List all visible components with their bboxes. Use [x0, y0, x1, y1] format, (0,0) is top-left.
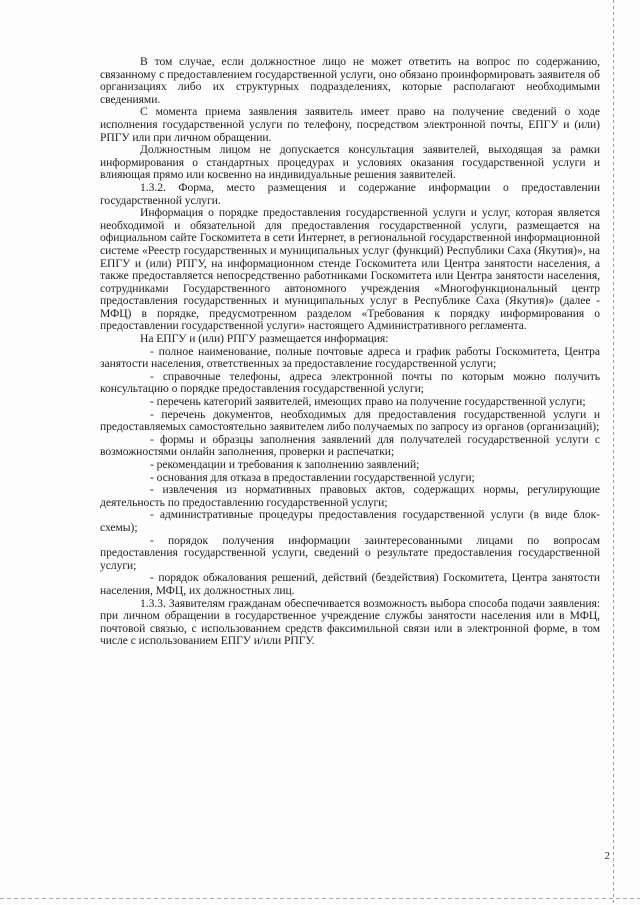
scan-edge-right	[613, 0, 614, 905]
section-paragraph-1-3-3: 1.3.3. Заявителям гражданам обеспечивается возможность выбора способа подачи заявления: при личном обращении в государственное учреждение службы занятости населения или в МФЦ, почтовой связью, с использованием средств факсимильной связи или в электронной форме, в том числе с использованием ЕПГУ и/или РПГУ.	[100, 596, 600, 648]
document-body	[100, 56, 600, 648]
list-item: - порядок получения информации заинтересованными лицами по вопросам предоставления государственной услуги, сведений о результате предоставления государственной услуги;	[100, 533, 600, 572]
paragraph-consultation-limits: Должностным лицом не допускается консультация заявителей, выходящая за рамки информирования о стандартных процедурах и условиях оказания государственной услуги и влияющая прямо или косвенно на индивидуальные решения заявителей.	[100, 143, 600, 182]
list-item: - формы и образцы заполнения заявлений для получателей государственной услуги с возможностями онлайн заполнения, проверки и распечатки;	[100, 432, 600, 459]
section-heading-1-3-2: 1.3.2. Форма, место размещения и содержание информации о предоставлении государственной услуги.	[100, 180, 600, 207]
list-item: - извлечения из нормативных правовых актов, содержащих нормы, регулирующие деятельность по предоставлению государственной услуги;	[100, 483, 600, 509]
paragraph-info-placement: Информация о порядке предоставления государственной услуги и услуг, которая является необходимой и обязательной для предоставления государственной услуги, размещается на официальном сайте Госкомитета в сети Интернет, в региональной государственной информационной системе «Реестр государственных и муниципальных услуг (функций) Республики Саха (Якутия)», на ЕПГУ и (или) РПГУ, на информационном стенде Госкомитета или Центра занятости населения, а также предоставляется непосредственно работниками Госкомитета или Центра занятости населения, сотрудниками Государственного автономного учреждения «Многофункциональный центр предоставления государственных и муниципальных услуг в Республике Саха (Якутия)» (далее - МФЦ) в порядке, предусмотренном разделом «Требования к порядку информирования о предоставлении государственной услуги» настоящего Административного регламента.	[100, 206, 600, 333]
paragraph-consultation-redirect: В том случае, если должностное лицо не может ответить на вопрос по содержанию, связанному с предоставлением государственной услуги, оно обязано проинформировать заявителя об организациях либо их структурных подразделениях, которые располагают необходимыми сведениями.	[100, 55, 600, 106]
list-item: - перечень документов, необходимых для предоставления государственной услуги и предоставляемых самостоятельно заявителем либо получаемых по запросу из органов (организаций);	[100, 407, 600, 434]
list-item: - административные процедуры предоставления государственной услуги (в виде блок-схемы);	[100, 508, 600, 534]
list-item: - полное наименование, полные почтовые адреса и график работы Госкомитета, Центра занятости населения, ответственных за предоставление государственной услуги;	[100, 344, 600, 371]
list-item: - справочные телефоны, адреса электронной почты по которым можно получить консультацию о порядке предоставления государственной услуги;	[100, 369, 600, 396]
paragraph-epgu-info-intro: На ЕПГУ и (или) РПГУ размещается информация:	[140, 332, 389, 346]
page-number: 2	[604, 850, 610, 862]
list-item: - рекомендации и требования к заполнению заявлений;	[150, 458, 420, 471]
list-item: - перечень категорий заявителей, имеющих право на получение государственной услуги;	[150, 395, 586, 409]
list-item: - основания для отказа в предоставлении государственной услуги;	[150, 470, 475, 484]
paragraph-status-info: С момента приема заявления заявитель имеет право на получение сведений о ходе исполнения государственной услуги по телефону, посредством электронной почты, ЕПГУ и (или) РПГУ или при личном обращении.	[100, 105, 600, 144]
scan-edge-bottom	[0, 898, 640, 899]
list-item: - порядок обжалования решений, действий (бездействия) Госкомитета, Центра занятости населения, МФЦ, их должностных лиц.	[100, 571, 600, 597]
